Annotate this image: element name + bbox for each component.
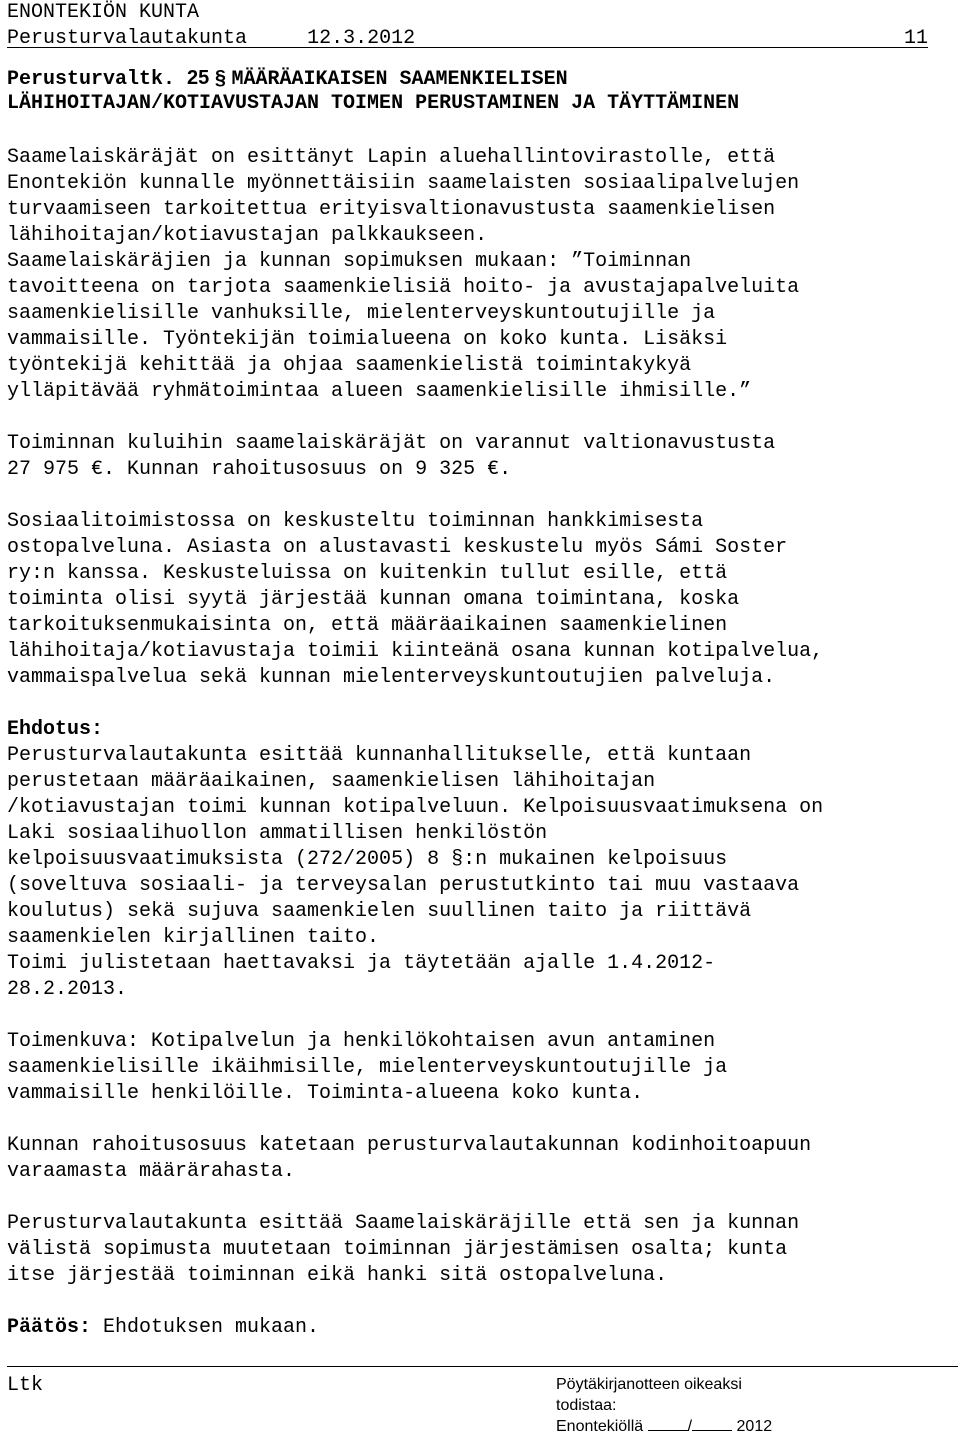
text-line: lähihoitaja/kotiavustaja toimii kiinteänä osana kunnan kotipalvelua, xyxy=(7,640,824,663)
text-line: Saamelaiskäräjät on esittänyt Lapin aluehallintovirastolle, että xyxy=(7,146,776,169)
footer-certified-b: todistaa: xyxy=(556,1397,617,1414)
header-date: 12.3.2012 xyxy=(307,27,416,50)
footer-ltk: Ltk xyxy=(7,1374,44,1397)
text-line: vammaisille. Työntekijän toimialueena on koko kunta. Lisäksi xyxy=(7,328,728,351)
text-line: (soveltuva sosiaali- ja terveysalan perustutkinto tai muu vastaava xyxy=(7,874,800,897)
decision-label: Päätös: xyxy=(7,1316,92,1339)
text-line: välistä sopimusta muutetaan toiminnan järjestämisen osalta; kunta xyxy=(7,1238,788,1261)
text-line: Saamelaiskäräjien ja kunnan sopimuksen mukaan: ”Toiminnan xyxy=(7,250,692,273)
text-line: Laki sosiaalihuollon ammatillisen henkilöstön xyxy=(7,822,548,845)
decision-line xyxy=(7,1315,319,1341)
text-line: 28.2.2013. xyxy=(7,978,128,1001)
text-line: itse järjestää toiminnan eikä hanki sitä ostopalveluna. xyxy=(7,1264,668,1287)
text-line: tavoitteena on tarjota saamenkielisiä hoito- ja avustajapalveluita xyxy=(7,276,800,299)
text-line: varaamasta määrärahasta. xyxy=(7,1160,296,1183)
decision-text: Ehdotuksen mukaan. xyxy=(91,1316,320,1339)
header-body-date xyxy=(7,26,415,52)
text-line: Sosiaalitoimistossa on keskusteltu toiminnan hankkimisesta xyxy=(7,510,704,533)
footer-rule xyxy=(7,1366,958,1367)
day-blank xyxy=(648,1416,688,1431)
section-heading xyxy=(7,65,568,91)
text-line: koulutus) sekä sujuva saamenkielen suullinen taito ja riittävä xyxy=(7,900,752,923)
text-line: ry:n kanssa. Keskusteluissa on kuitenkin tullut esille, että xyxy=(7,562,728,585)
month-blank xyxy=(692,1416,732,1431)
text-line: tarkoituksenmukaisinta on, että määräaikainen saamenkielinen xyxy=(7,614,728,637)
footer-slash: / xyxy=(687,1418,693,1435)
text-line: 27 975 €. Kunnan rahoitusosuus on 9 325 €. xyxy=(7,458,512,481)
section-number: 25 § xyxy=(187,67,232,89)
text-line: vammaispalvelua sekä kunnan mielenterveyskuntoutujien palveluja. xyxy=(7,666,776,689)
text-line: saamenkielisille ikäihmisille, mielenterveyskuntoutujille ja xyxy=(7,1056,728,1079)
text-line: Toimenkuva: Kotipalvelun ja henkilökohtaisen avun antaminen xyxy=(7,1030,716,1053)
text-line: Toiminnan kuluihin saamelaiskäräjät on varannut valtionavustusta xyxy=(7,432,776,455)
footer-place-date xyxy=(556,1416,772,1437)
text-line: saamenkielen kirjallinen taito. xyxy=(7,926,380,949)
text-line: perustetaan määräaikainen, saamenkielisen lähihoitajan xyxy=(7,770,656,793)
text-line: Toimi julistetaan haettavaksi ja täytetään ajalle 1.4.2012- xyxy=(7,952,716,975)
text-line: kelpoisuusvaatimuksista (272/2005) 8 §:n mukainen kelpoisuus xyxy=(7,848,728,871)
text-line: turvaamiseen tarkoitettua erityisvaltionavustusta saamenkielisen xyxy=(7,198,776,221)
section-title-b: LÄHIHOITAJAN/KOTIAVUSTAJAN TOIMEN PERUSTAMINEN JA TÄYTTÄMINEN xyxy=(7,92,740,115)
text-line: toiminta olisi syytä järjestää kunnan omana toimintana, koska xyxy=(7,588,740,611)
text-line: Perusturvalautakunta esittää Saamelaiskäräjille että sen ja kunnan xyxy=(7,1212,800,1235)
text-line: saamenkielisille vanhuksille, mielenterveyskuntoutujille ja xyxy=(7,302,716,325)
text-line: Enontekiön kunnalle myönnettäisiin saamelaisten sosiaalipalvelujen xyxy=(7,172,800,195)
text-line: työntekijä kehittää ja ohjaa saamenkielistä toimintakykyä xyxy=(7,354,692,377)
header-rule xyxy=(7,47,928,48)
text-line: ostopalveluna. Asiasta on alustavasti keskustelu myös Sámi Soster xyxy=(7,536,788,559)
page-number: 11 xyxy=(903,27,928,50)
section-ref: Perusturvaltk. xyxy=(7,68,188,91)
text-line: /kotiavustajan toimi kunnan kotipalveluun. Kelpoisuusvaatimuksena on xyxy=(7,796,824,819)
footer-place: Enontekiöllä xyxy=(556,1418,648,1435)
footer-year: 2012 xyxy=(732,1418,773,1435)
footer-certified-a: Pöytäkirjanotteen oikeaksi xyxy=(556,1376,742,1393)
text-line: ylläpitävää ryhmätoimintaa alueen saamenkielisille ihmisille.” xyxy=(7,380,752,403)
header-body: Perusturvalautakunta xyxy=(7,27,248,50)
text-line: lähihoitajan/kotiavustajan palkkaukseen. xyxy=(7,224,488,247)
header-org: ENONTEKIÖN KUNTA xyxy=(7,1,200,24)
text-line: Kunnan rahoitusosuus katetaan perusturvalautakunnan kodinhoitoapuun xyxy=(7,1134,812,1157)
text-line: vammaisille henkilöille. Toiminta-alueena koko kunta. xyxy=(7,1082,644,1105)
text-line: Perusturvalautakunta esittää kunnanhallitukselle, että kuntaan xyxy=(7,744,752,767)
proposal-label: Ehdotus: xyxy=(7,718,104,741)
section-title-a: MÄÄRÄAIKAISEN SAAMENKIELISEN xyxy=(231,68,568,91)
